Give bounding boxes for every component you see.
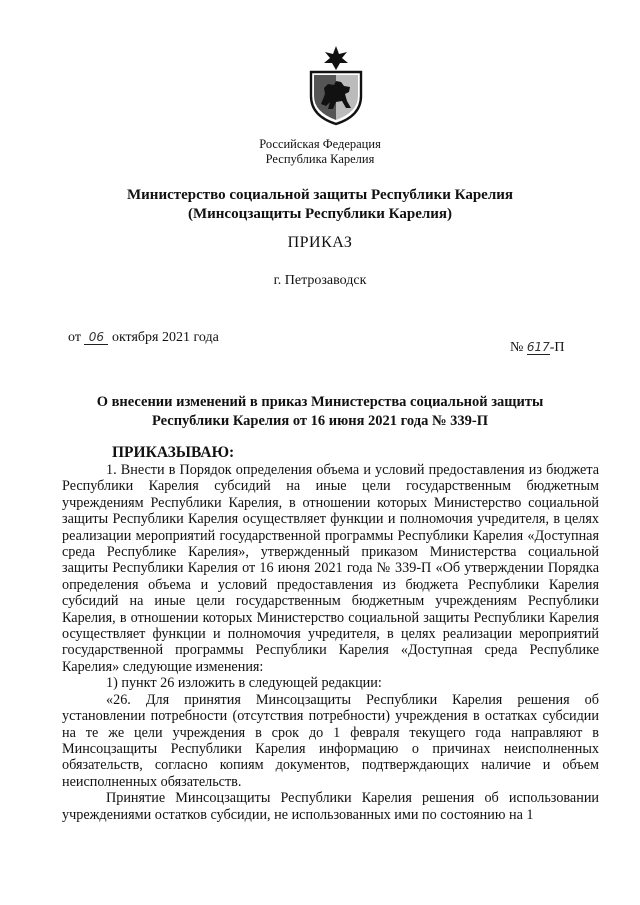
order-body [62, 462, 599, 823]
paragraph-1: 1. Внести в Порядок определения объема и условий предоставления из бюджета Республики Карелия субсидий на иные цели государственным бюджетным учреждениям Республики Карелия, в отношении которых Министерство социальной защиты Республики Карелия осуществляет функции и полномочия учредителя, в целях реализации мероприятий государственной программы Республики Карелия «Доступная среда Республике Карелия», утвержденный приказом Министерства социальной защиты Республики Карелия от 16 июня 2021 года № 339-П «Об утверждении Порядка определения объема и условий предоставления из бюджета Республики Карелия субсидий на иные цели государственным бюджетным учреждениям Республики Карелия, в отношении которых Министерство социальной защиты Республики Карелия осуществляет функции и полномочия учредителя, в целях реализации мероприятий государственной программы Республики Карелия «Доступная среда Республике Карелия» следующие изменения: [62, 462, 599, 675]
date-day-handwritten: 06 [84, 330, 108, 345]
ministry-line-1: Министерство социальной защиты Республики Карелия [127, 187, 513, 203]
ministry-line-2: (Минсоцзащиты Республики Карелия) [187, 206, 453, 222]
paragraph-3: «26. Для принятия Минсоцзащиты Республики Карелия решения об установлении потребности (отсутствия потребности) учреждения в остатках субсидии на те же цели учреждения в срок до 1 февраля текущего года направляют в Минсоцзащиты Республики Карелия информацию о причинах неисполненных обязательств, согласно копиям документов, подтверждающих наличие и объем неисполненных обязательств. [62, 691, 599, 790]
order-number [510, 340, 565, 356]
region-line: Республика Карелия [265, 152, 375, 166]
order-word: ПРИКАЗЫВАЮ: [112, 444, 235, 461]
order-subject [0, 393, 640, 431]
number-value-handwritten: 617 [526, 340, 550, 354]
doc-type: ПРИКАЗ [287, 234, 353, 251]
date-prefix: от [68, 330, 81, 345]
star-icon [324, 46, 348, 70]
number-suffix: -П [549, 340, 565, 355]
subject-line-1: О внесении изменений в приказ Министерства социальной защиты [96, 394, 544, 410]
coat-of-arms-emblem [303, 44, 369, 126]
ministry-title [0, 186, 640, 224]
country-line: Российская Федерация [259, 137, 381, 151]
subject-line-2: Республики Карелия от 16 июня 2021 года № 339-П [151, 413, 488, 429]
org-block [0, 137, 640, 167]
number-sign: № [510, 340, 524, 355]
order-date [68, 330, 219, 346]
paragraph-2: 1) пункт 26 изложить в следующей редакции: [106, 675, 382, 692]
date-rest: октября 2021 года [111, 330, 219, 345]
city: г. Петрозаводск [273, 273, 367, 288]
paragraph-4: Принятие Минсоцзащиты Республики Карелия решения об использовании учреждениями остатков субсидии, не использованных ими по состоянию на 1 [62, 790, 599, 823]
